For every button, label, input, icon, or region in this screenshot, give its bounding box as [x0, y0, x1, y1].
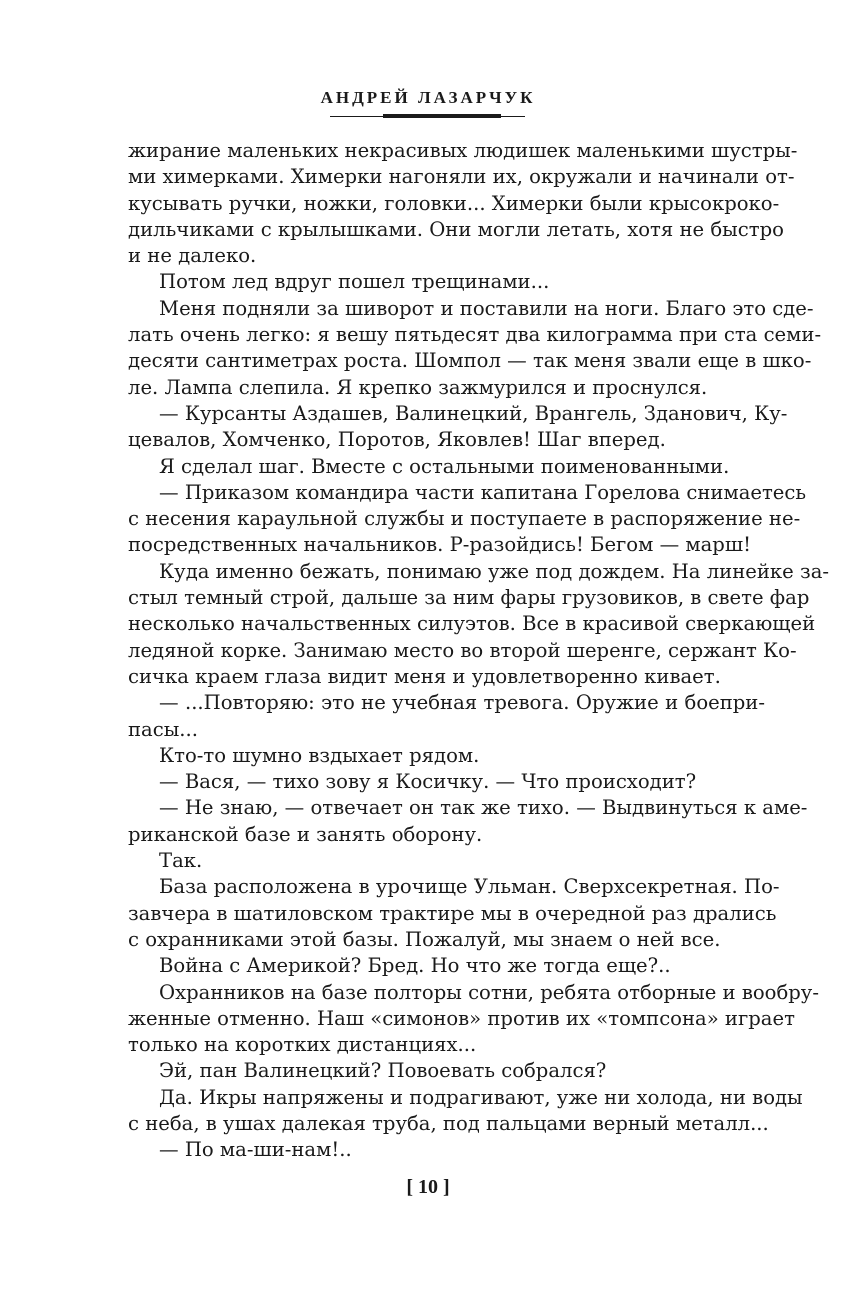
text-line: — Приказом командира части капитана Горелова снимаетесь	[159, 480, 807, 504]
text-line: посредственных начальников. Р-разойдись! Бегом — марш!	[128, 533, 751, 557]
text-line: завчера в шатиловском трактире мы в очередной раз дрались	[128, 901, 777, 925]
text-line: — Курсанты Аздашев, Валинецкий, Врангель, Зданович, Ку-	[159, 401, 788, 425]
text-line: Потом лед вдруг пошел трещинами...	[159, 270, 550, 294]
text-line: Я сделал шаг. Вместе с остальными поименованными.	[159, 454, 730, 478]
text-line: несколько начальственных силуэтов. Все в красивой сверкающей	[128, 612, 816, 636]
text-line: Эй, пан Валинецкий? Повоевать собрался?	[159, 1059, 607, 1083]
text-line: пасы...	[128, 717, 198, 741]
text-line: — ...Повторяю: это не учебная тревога. Оружие и боепри-	[159, 691, 765, 715]
running-header	[0, 88, 856, 108]
text-line: Кто-то шумно вздыхает рядом.	[159, 743, 480, 767]
text-line: Война с Америкой? Бред. Но что же тогда еще?..	[159, 954, 671, 978]
text-line: Так.	[159, 849, 203, 873]
header-rule-accent	[383, 114, 501, 118]
text-line: риканской базе и занять оборону.	[128, 822, 483, 846]
text-line: цевалов, Хомченко, Поротов, Яковлев! Шаг вперед.	[128, 428, 666, 452]
body-text	[128, 138, 829, 1164]
text-line: База расположена в урочище Ульман. Сверхсекретная. По-	[159, 875, 780, 899]
text-line: и не далеко.	[128, 244, 257, 268]
text-line: — Вася, — тихо зову я Косичку. — Что происходит?	[159, 770, 697, 794]
text-line: ми химерками. Химерки нагоняли их, окружали и начинали от-	[128, 165, 795, 189]
text-line: Да. Икры напряжены и подрагивают, уже ни холода, ни воды	[159, 1085, 803, 1109]
text-line: с несения караульной службы и поступаете в распоряжение не-	[128, 507, 801, 531]
text-line: лать очень легко: я вешу пятьдесят два килограмма при ста семи-	[128, 323, 822, 347]
text-line: стыл темный строй, дальше за ним фары грузовиков, в свете фар	[128, 586, 810, 610]
text-line: жирание маленьких некрасивых людишек маленькими шустры-	[128, 139, 798, 162]
page-number: [ 10 ]	[406, 1176, 450, 1198]
text-line: — Не знаю, — отвечает он так же тихо. — Выдвинуться к аме-	[159, 796, 808, 820]
text-line: ледяной корке. Занимаю место во второй шеренге, сержант Ко-	[128, 638, 797, 662]
text-line: десяти сантиметрах роста. Шомпол — так меня звали еще в шко-	[128, 349, 812, 373]
text-line: только на коротких дистанциях...	[128, 1033, 477, 1057]
text-line: Куда именно бежать, понимаю уже под дождем. На линейке за-	[159, 559, 829, 583]
text-line: с охранниками этой базы. Пожалуй, мы знаем о ней все.	[128, 927, 721, 951]
author-name: АНДРЕЙ ЛАЗАРЧУК	[320, 88, 536, 107]
text-line: ле. Лампа слепила. Я крепко зажмурился и проснулся.	[128, 375, 708, 399]
text-line: с неба, в ушах далекая труба, под пальцами верный металл...	[128, 1111, 769, 1135]
text-line: сичка краем глаза видит меня и удовлетворенно кивает.	[128, 664, 721, 688]
text-line: кусывать ручки, ножки, головки... Химерки были крысокроко-	[128, 191, 780, 215]
text-line: — По ма-ши-нам!..	[159, 1138, 352, 1162]
text-line: Охранников на базе полторы сотни, ребята отборные и вообру-	[159, 980, 819, 1004]
text-line: Меня подняли за шиворот и поставили на ноги. Благо это сде-	[159, 296, 814, 320]
text-line: женные отменно. Наш «симонов» против их «томпсона» играет	[128, 1006, 795, 1030]
text-line: дильчиками с крылышками. Они могли летать, хотя не быстро	[128, 217, 784, 241]
